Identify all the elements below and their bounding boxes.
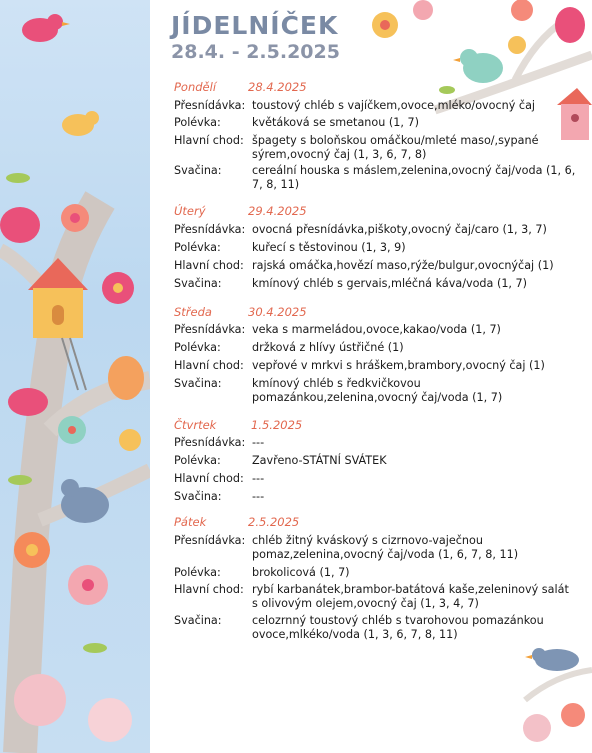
row-label: Přesnídávka: xyxy=(174,323,246,336)
day-date: 28.4.2025 xyxy=(248,80,307,94)
row-value: --- xyxy=(252,490,265,503)
row-label: Hlavní chod: xyxy=(174,472,244,485)
bird-icon xyxy=(108,356,144,400)
day-section-wednesday xyxy=(170,305,575,405)
row-value: kuřecí s těstovinou (1, 3, 9) xyxy=(252,241,406,254)
bird-icon xyxy=(555,7,585,43)
flower-icon xyxy=(68,565,108,605)
row-value: --- xyxy=(252,472,265,485)
row-value: rybí karbanátek,brambor-batátová kaše,zeleninový salát s olivovým olejem,ovocný čaj (1, 3, 4, 7) xyxy=(252,583,569,610)
row-label: Polévka: xyxy=(174,116,221,129)
flower-icon xyxy=(511,0,533,21)
tree-illustration xyxy=(0,0,150,753)
flower-icon xyxy=(88,698,132,742)
row-value: --- xyxy=(252,436,265,449)
row-label: Svačina: xyxy=(174,490,222,503)
row-value: rajská omáčka,hovězí maso,rýže/bulgur,ovocnýčaj (1) xyxy=(252,259,554,272)
illustration-panel xyxy=(0,0,150,753)
leaf-icon xyxy=(8,475,32,485)
row-label: Hlavní chod: xyxy=(174,583,244,596)
day-name: Čtvrtek xyxy=(174,418,217,432)
day-section-monday xyxy=(170,80,575,190)
flower-icon xyxy=(413,0,433,20)
row-label: Svačina: xyxy=(174,377,222,390)
flower-icon xyxy=(523,714,551,742)
flower-icon xyxy=(14,674,66,726)
row-value: chléb žitný kváskový s cizrnovo-vaječnou pomaz,zelenina,ovocný čaj/voda (1, 6, 7, 8, 11) xyxy=(252,534,519,561)
bird-icon xyxy=(0,207,40,243)
row-value: držková z hlívy ústřičné (1) xyxy=(252,341,404,354)
day-section-friday xyxy=(170,515,575,645)
row-label: Hlavní chod: xyxy=(174,134,244,147)
day-name: Pondělí xyxy=(174,80,217,94)
row-label: Svačina: xyxy=(174,614,222,627)
row-value: špagety s boloňskou omáčkou/mleté maso/,sypané sýrem,ovocný čaj (1, 3, 6, 7, 8) xyxy=(252,134,539,161)
flower-icon xyxy=(508,36,526,54)
day-date: 30.4.2025 xyxy=(248,305,307,319)
flower-icon xyxy=(58,416,86,444)
page-title: JÍDELNÍČEK xyxy=(171,11,339,40)
day-name: Úterý xyxy=(174,204,206,218)
bird-icon xyxy=(22,14,70,42)
day-section-thursday xyxy=(170,418,575,508)
bird-icon xyxy=(525,648,579,671)
row-value: brokolicová (1, 7) xyxy=(252,566,350,579)
row-label: Hlavní chod: xyxy=(174,359,244,372)
day-date: 1.5.2025 xyxy=(251,418,303,432)
row-value: ovocná přesnídávka,piškoty,ovocný čaj/caro (1, 3, 7) xyxy=(252,223,547,236)
row-label: Polévka: xyxy=(174,241,221,254)
row-label: Přesnídávka: xyxy=(174,436,246,449)
flower-icon xyxy=(102,272,134,304)
row-label: Hlavní chod: xyxy=(174,259,244,272)
leaf-icon xyxy=(83,643,107,653)
day-name: Středa xyxy=(174,305,212,319)
row-value: toustový chléb s vajíčkem,ovoce,mléko/ovocný čaj xyxy=(252,99,536,112)
flower-icon xyxy=(372,12,398,38)
row-label: Přesnídávka: xyxy=(174,534,246,547)
bird-icon xyxy=(453,49,503,83)
row-value: květáková se smetanou (1, 7) xyxy=(252,116,419,129)
row-value: kmínový chléb s gervais,mléčná káva/voda (1, 7) xyxy=(252,277,528,290)
flower-icon xyxy=(119,429,141,451)
bird-icon xyxy=(8,388,48,416)
row-label: Polévka: xyxy=(174,454,221,467)
row-label: Polévka: xyxy=(174,566,221,579)
flower-icon xyxy=(14,532,50,568)
row-label: Polévka: xyxy=(174,341,221,354)
row-value: vepřové v mrkvi s hráškem,brambory,ovocný čaj (1) xyxy=(252,359,545,372)
bird-icon xyxy=(62,111,99,136)
day-section-tuesday xyxy=(170,204,575,294)
flower-icon xyxy=(61,204,89,232)
row-value: kmínový chléb s ředkvičkovou pomazánkou,zelenina,ovocný čaj/voda (1, 7) xyxy=(252,377,503,404)
row-value: Zavřeno-STÁTNÍ SVÁTEK xyxy=(252,454,387,467)
row-label: Svačina: xyxy=(174,164,222,177)
row-label: Přesnídávka: xyxy=(174,223,246,236)
row-value: cereální houska s máslem,zelenina,ovocný čaj/voda (1, 6, 7, 8, 11) xyxy=(252,164,576,191)
date-range: 28.4. - 2.5.2025 xyxy=(171,41,340,63)
day-date: 2.5.2025 xyxy=(248,515,300,529)
tree-branch xyxy=(525,670,592,700)
row-value: celozrnný toustový chléb s tvarohovou pomazánkou ovoce,mlkéko/voda (1, 3, 6, 7, 8, 11) xyxy=(252,614,544,641)
row-value: veka s marmeládou,ovoce,kakao/voda (1, 7) xyxy=(252,323,501,336)
bottom-right-decoration xyxy=(515,630,592,753)
row-label: Přesnídávka: xyxy=(174,99,246,112)
leaf-icon xyxy=(6,173,30,183)
day-date: 29.4.2025 xyxy=(248,204,307,218)
day-name: Pátek xyxy=(174,515,207,529)
flower-icon xyxy=(561,703,585,727)
row-label: Svačina: xyxy=(174,277,222,290)
